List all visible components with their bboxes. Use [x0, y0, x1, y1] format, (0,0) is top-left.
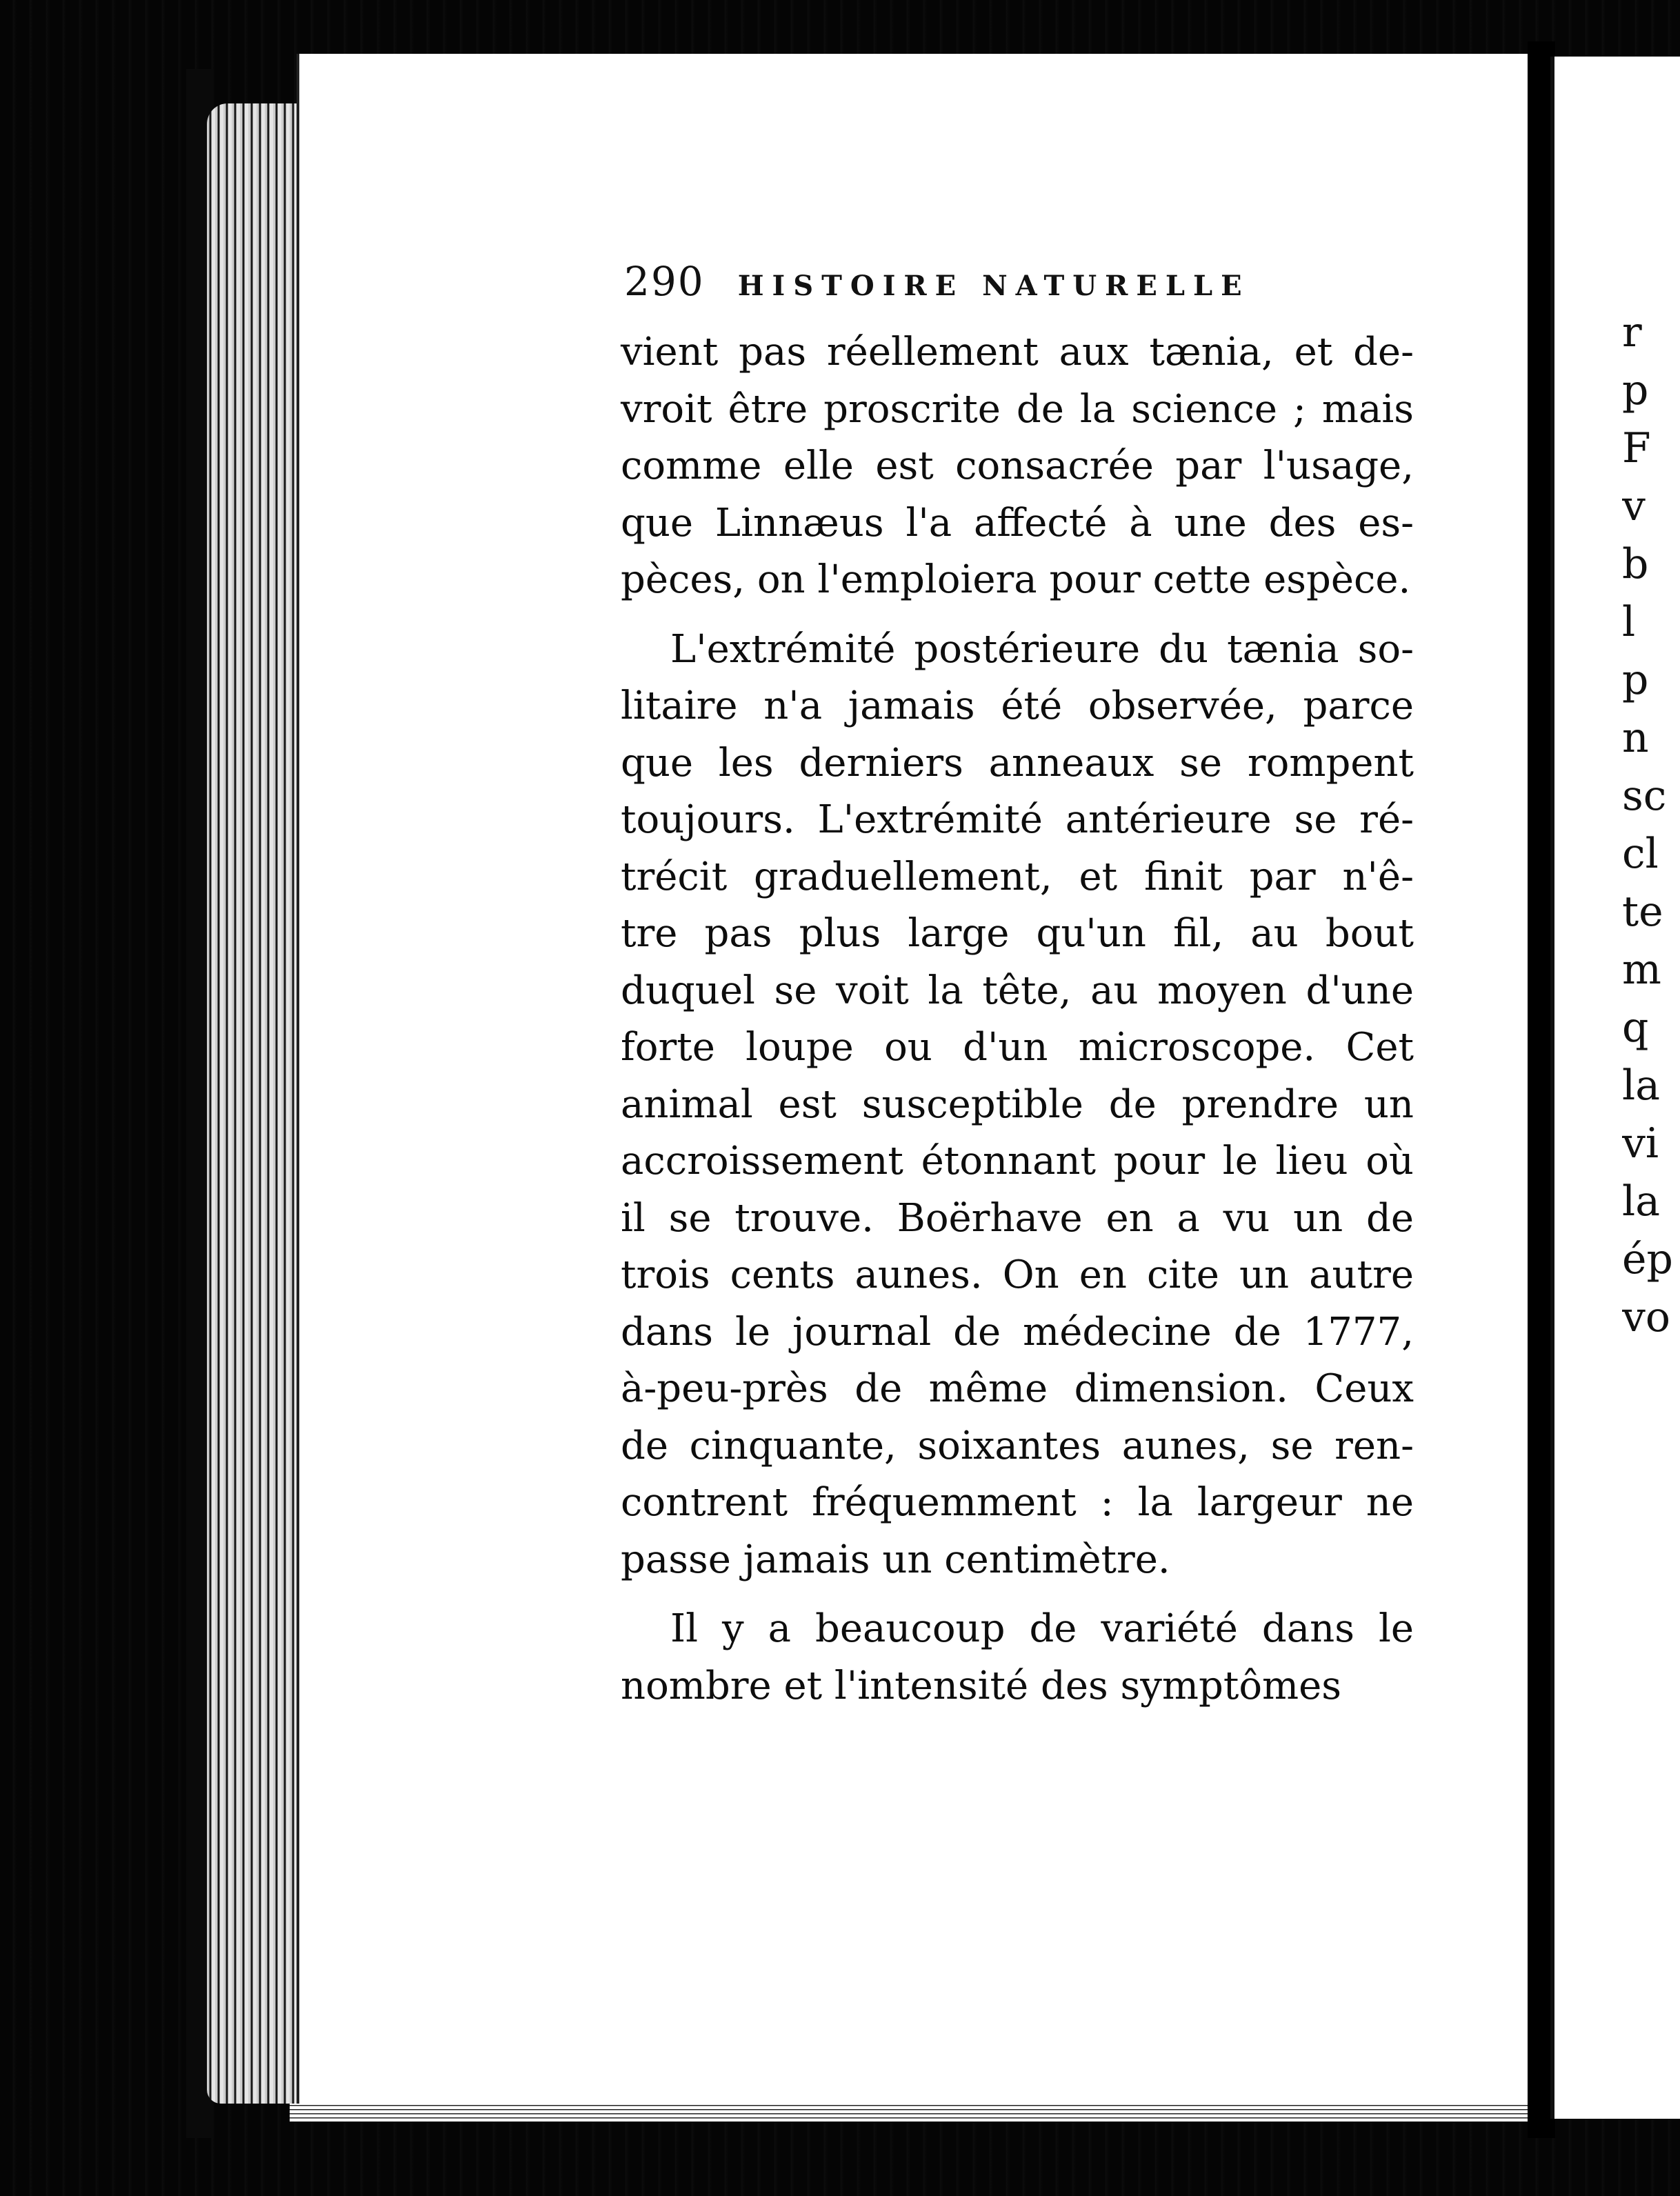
text-line: de cinquante, soixantes aunes, se ren-: [621, 1423, 1414, 1468]
text-line: toujours. L'extrémité antérieure se ré-: [621, 797, 1414, 842]
text-line: vient pas réellement aux tænia, et de-: [621, 330, 1414, 375]
text-line: accroissement étonnant pour le lieu où: [621, 1139, 1414, 1184]
paragraph: [621, 621, 1414, 1589]
text-line: dans le journal de médecine de 1777,: [621, 1309, 1414, 1355]
text-line: passe jamais un centimètre.: [621, 1537, 1170, 1582]
facing-page-fragment: la: [1622, 1061, 1660, 1110]
text-line: duquel se voit la tête, au moyen d'une: [621, 968, 1414, 1013]
text-line: pèces, on l'emploiera pour cette espèce.: [621, 557, 1411, 602]
page-number: 290: [624, 258, 705, 305]
running-head: [624, 258, 1403, 313]
facing-page-fragment: vi: [1622, 1119, 1659, 1168]
facing-page-fragment: l: [1622, 598, 1636, 646]
facing-page-fragment: vo: [1622, 1293, 1671, 1341]
facing-page-fragment: v: [1622, 482, 1646, 530]
text-line: Il y a beaucoup de variété dans le: [670, 1606, 1414, 1651]
text-line: trois cents aunes. On en cite un autre: [621, 1252, 1414, 1297]
paragraph: [621, 324, 1414, 609]
paragraph: [621, 1601, 1414, 1715]
facing-page-fragment: p: [1622, 656, 1649, 704]
facing-page-fragment: r: [1622, 308, 1642, 357]
text-line: forte loupe ou d'un microscope. Cet: [621, 1025, 1414, 1070]
facing-page-fragment: m: [1622, 946, 1661, 994]
text-line: il se trouve. Boërhave en a vu un de: [621, 1195, 1414, 1241]
facing-page-fragment: p: [1622, 366, 1649, 415]
text-line: animal est susceptible de prendre un: [621, 1081, 1414, 1127]
facing-page-fragments: [1622, 303, 1680, 1346]
text-line: à-peu-près de même dimension. Ceux: [621, 1366, 1414, 1411]
facing-page-fragment: n: [1622, 714, 1649, 762]
text-line: que les derniers anneaux se rompent: [621, 740, 1414, 786]
text-line: L'extrémité postérieure du tænia so-: [670, 626, 1414, 672]
text-line: trécit graduellement, et finit par n'ê-: [621, 854, 1414, 899]
text-line: que Linnæus l'a affecté à une des es-: [621, 500, 1414, 546]
facing-page-fragment: F: [1622, 424, 1651, 472]
facing-page-fragment: sc: [1622, 772, 1667, 820]
facing-page-fragment: b: [1622, 540, 1649, 588]
running-title: HISTOIRE NATURELLE: [737, 270, 1250, 302]
facing-page-fragment: te: [1622, 888, 1663, 936]
text-line: comme elle est consacrée par l'usage,: [621, 443, 1414, 488]
text-line: vroit être proscrite de la science ; mais: [621, 386, 1414, 432]
page-stack-edge: [207, 103, 310, 2104]
body-text: [621, 324, 1414, 1715]
facing-page-fragment: la: [1622, 1177, 1660, 1226]
text-line: litaire n'a jamais été observée, parce: [621, 683, 1414, 728]
facing-page-fragment: cl: [1622, 830, 1659, 878]
facing-page-fragment: ép: [1622, 1235, 1673, 1284]
text-line: contrent fréquemment : la largeur ne: [621, 1480, 1414, 1525]
facing-page-fragment: q: [1622, 1004, 1649, 1052]
text-line: nombre et l'intensité des symptômes: [621, 1663, 1342, 1708]
page-bottom-edge: [290, 2104, 1545, 2122]
text-line: tre pas plus large qu'un fil, au bout: [621, 911, 1414, 956]
